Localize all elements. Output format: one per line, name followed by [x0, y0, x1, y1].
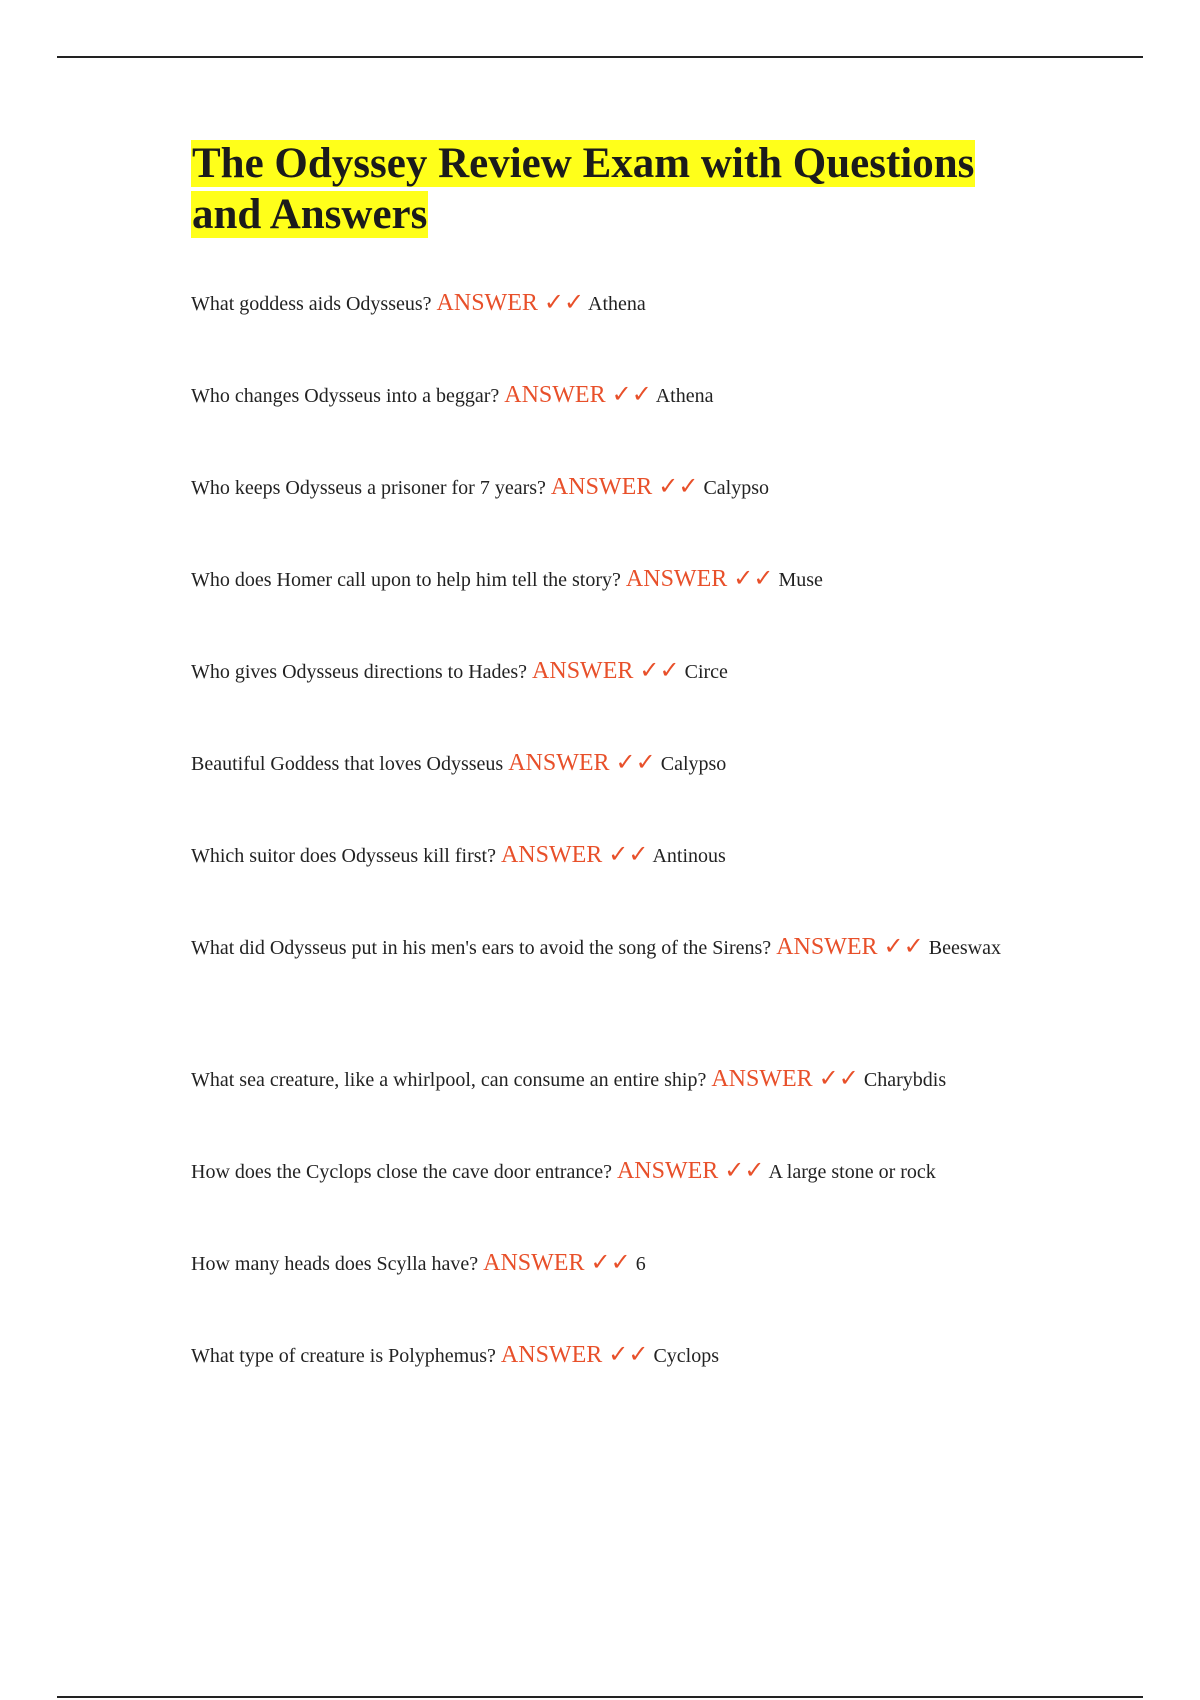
qa-item-5 — [191, 648, 1051, 695]
answer-marker: ANSWER ✓✓ — [436, 290, 585, 316]
question-text: What type of creature is Polyphemus? — [191, 1345, 496, 1367]
qa-item-4 — [191, 556, 1051, 603]
question-text: Who does Homer call upon to help him tell the story? — [191, 569, 621, 591]
answer-marker: ANSWER ✓✓ — [504, 382, 652, 408]
title-highlight: The Odyssey Review Exam with Questions and Answers — [192, 140, 975, 238]
answer-marker: ANSWER ✓✓ — [616, 1158, 765, 1184]
question-text: What goddess aids Odysseus? — [191, 293, 432, 315]
qa-item-2 — [191, 372, 1051, 419]
answer-text: Calypso — [660, 753, 727, 775]
answer-text: 6 — [635, 1253, 646, 1275]
question-text: Which suitor does Odysseus kill first? — [191, 845, 496, 867]
document-title — [191, 138, 1051, 240]
question-text: What did Odysseus put in his men's ears to avoid the song of the Sirens? — [191, 937, 772, 959]
answer-text: A large stone or rock — [768, 1161, 936, 1183]
answer-marker: ANSWER ✓✓ — [508, 750, 656, 776]
qa-item-7 — [191, 832, 1051, 879]
answer-marker: ANSWER ✓✓ — [532, 658, 680, 684]
answer-marker: ANSWER ✓✓ — [625, 566, 774, 592]
answer-marker: ANSWER ✓✓ — [550, 474, 699, 500]
question-text: What sea creature, like a whirlpool, can consume an entire ship? — [191, 1069, 707, 1091]
answer-marker: ANSWER ✓✓ — [500, 842, 649, 868]
qa-item-11 — [191, 1240, 1051, 1287]
answer-text: Athena — [588, 293, 646, 315]
answer-marker: ANSWER ✓✓ — [483, 1250, 631, 1276]
answer-text: Muse — [778, 569, 823, 591]
footer-rule — [57, 1696, 1143, 1698]
qa-item-12 — [191, 1332, 1051, 1379]
question-text: Who gives Odysseus directions to Hades? — [191, 661, 528, 683]
answer-marker: ANSWER ✓✓ — [711, 1066, 859, 1092]
qa-item-8 — [191, 924, 1051, 971]
question-text: How does the Cyclops close the cave door entrance? — [191, 1161, 612, 1183]
answer-text: Antinous — [652, 845, 726, 867]
question-text: Beautiful Goddess that loves Odysseus — [191, 753, 504, 775]
answer-marker: ANSWER ✓✓ — [500, 1342, 649, 1368]
document-body — [191, 138, 1051, 240]
header-rule — [57, 56, 1143, 58]
answer-marker: ANSWER ✓✓ — [776, 934, 924, 960]
answer-text: Circe — [684, 661, 728, 683]
answer-text: Beeswax — [928, 937, 1001, 959]
qa-item-10 — [191, 1148, 1051, 1195]
answer-text: Cyclops — [653, 1345, 720, 1367]
answer-text: Calypso — [703, 477, 770, 499]
answer-text: Charybdis — [863, 1069, 947, 1091]
qa-item-6 — [191, 740, 1051, 787]
qa-item-9 — [191, 1056, 1051, 1103]
qa-item-3 — [191, 464, 1051, 511]
question-text: How many heads does Scylla have? — [191, 1253, 479, 1275]
question-text: Who changes Odysseus into a beggar? — [191, 385, 500, 407]
question-text: Who keeps Odysseus a prisoner for 7 years? — [191, 477, 546, 499]
qa-item-1 — [191, 280, 1051, 327]
answer-text: Athena — [655, 385, 714, 407]
